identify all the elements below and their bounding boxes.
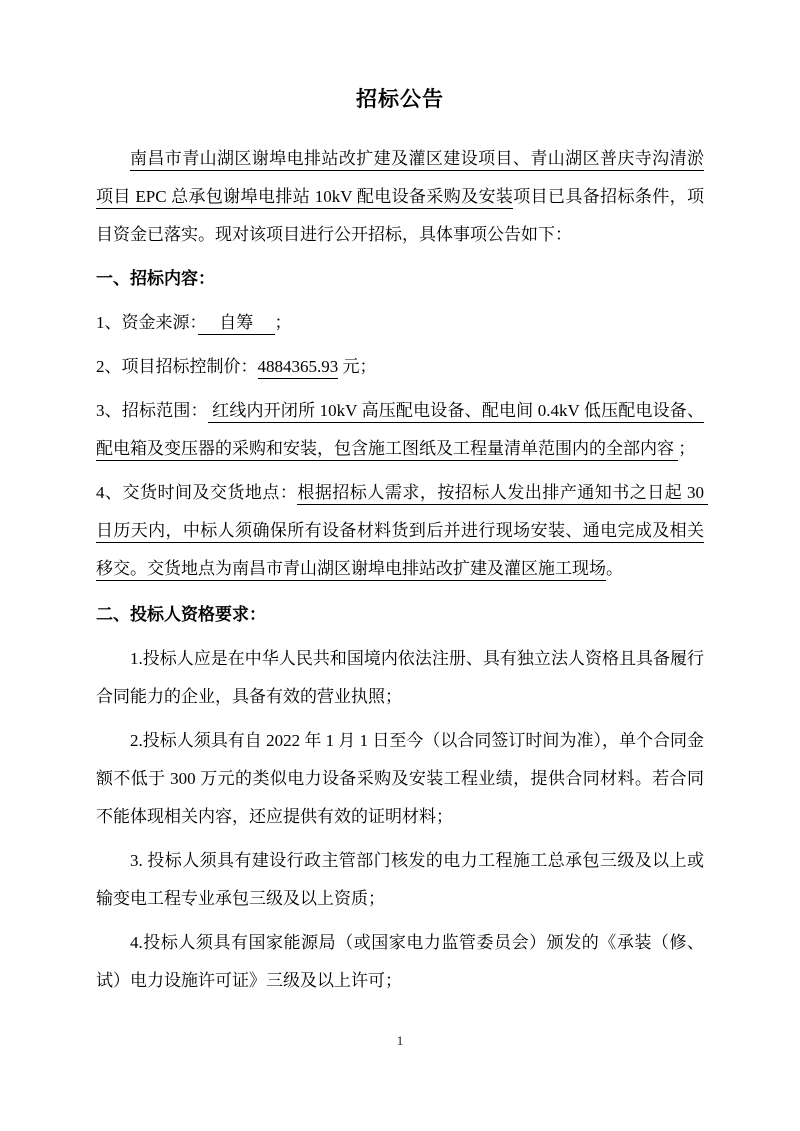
scope-value-underlined: 红线内开闭所 10kV 高压配电设备、配电间 0.4kV 低压配电设备、配电箱及变压器的采购和安装，包含施工图纸及工程量清单范围内的全部内容 (96, 401, 704, 461)
funding-value-underlined: 自筹 (198, 313, 275, 335)
intro-plain-text: 项目已具备招标条件，项目资金已落实。现对该项目进行公开招标，具体事项公告如下： (96, 187, 704, 244)
delivery-label: 4、交货时间及交货地点： (96, 483, 298, 502)
scope-label: 3、招标范围： (96, 401, 208, 420)
section1-heading: 一、招标内容： (96, 269, 215, 288)
section1-item-control-price (96, 348, 704, 386)
funding-suffix: ； (274, 313, 292, 332)
control-price-value-underlined: 4884365.93 (258, 357, 339, 379)
section2-item-qualification: 3. 投标人须具有建设行政主管部门核发的电力工程施工总承包三级及以上或输变电工程专业承包三级及以上资质； (96, 851, 704, 908)
scope-suffix: ； (678, 439, 696, 458)
intro-underlined-text: 南昌市青山湖区谢埠电排站改扩建及灌区建设项目、青山湖区普庆寺沟清淤项目 EPC 总承包谢埠电排站 10kV 配电设备采购及安装 (96, 149, 704, 209)
section2-heading: 二、投标人资格要求： (96, 605, 266, 624)
control-price-label: 2、项目招标控制价： (96, 357, 258, 376)
section2-item-contract-record: 2.投标人须具有自 2022 年 1 月 1 日至今（以合同签订时间为准），单个合同金额不低于 300 万元的类似电力设备采购及安装工程业绩，提供合同材料。若合同不能体现相关内容，还应提供有效的证明材料； (96, 731, 704, 826)
control-price-suffix: 元； (338, 357, 377, 376)
intro-paragraph (96, 140, 704, 254)
delivery-value-underlined: 根据招标人需求，按招标人发出排产通知书之日起 30 日历天内，中标人须确保所有设备材料货到后并进行现场安装、通电完成及相关移交。交货地点为南昌市青山湖区谢埠电排站改扩建及灌区施工现场 (96, 483, 708, 581)
funding-label: 1、资金来源： (96, 313, 198, 332)
delivery-suffix: 。 (606, 559, 623, 578)
section1-item-delivery (96, 474, 709, 588)
section1-item-scope (96, 392, 704, 468)
section2-item-registration: 1.投标人应是在中华人民共和国境内依法注册、具有独立法人资格且具备履行合同能力的企业，具备有效的营业执照； (96, 649, 704, 706)
page-number: 1 (396, 1033, 404, 1048)
page-title: 招标公告 (356, 87, 444, 111)
section2-item-license: 4.投标人须具有国家能源局（或国家电力监管委员会）颁发的《承装（修、试）电力设施许可证》三级及以上许可； (96, 933, 704, 990)
section1-item-funding (96, 304, 704, 342)
